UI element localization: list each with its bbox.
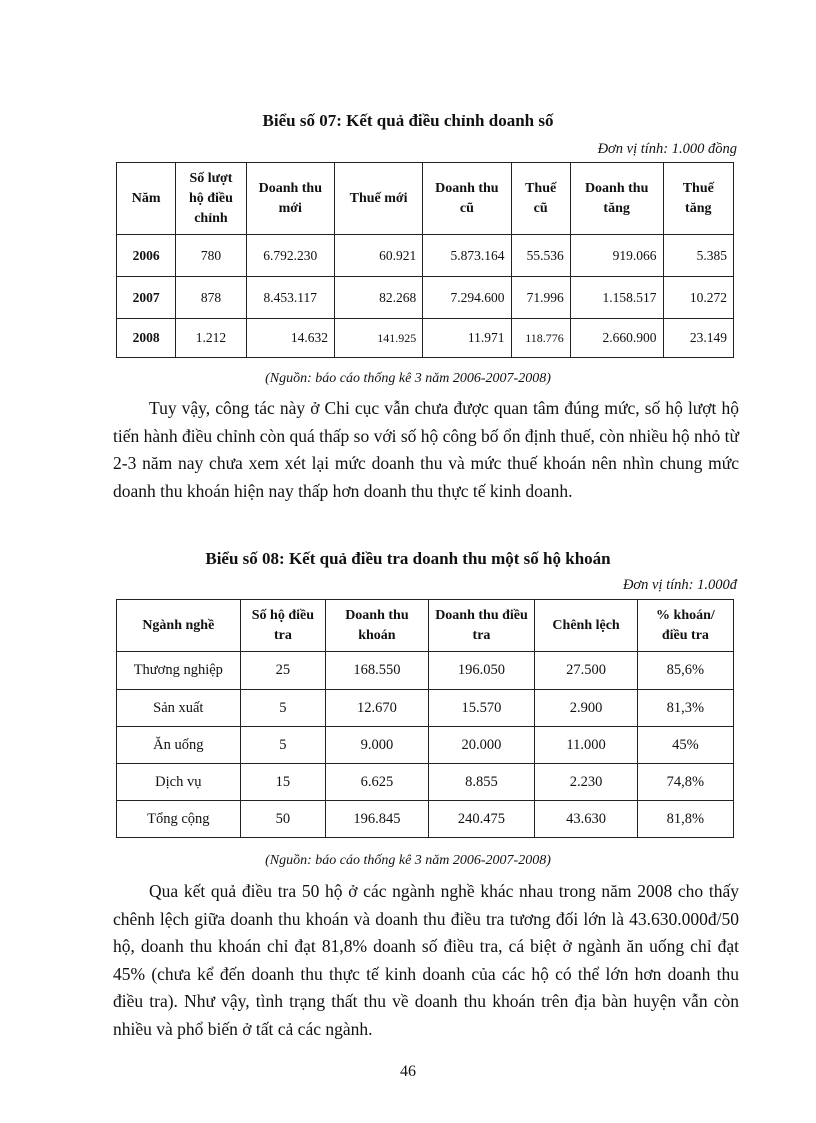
table-cell: 45% xyxy=(637,727,733,764)
table-row xyxy=(117,727,734,764)
table-cell: 240.475 xyxy=(428,801,535,838)
table-cell: Dịch vụ xyxy=(117,764,241,801)
table-cell: 82.268 xyxy=(334,277,422,319)
table-cell: 919.066 xyxy=(570,235,663,277)
table1-title: Biểu số 07: Kết quả điều chỉnh doanh số xyxy=(262,111,554,130)
table-cell: 5.385 xyxy=(663,235,733,277)
table-cell: 6.792.230 xyxy=(246,235,334,277)
paragraph-1 xyxy=(113,395,739,505)
table1-header: Thuế cũ xyxy=(511,163,570,235)
table-cell: 196.845 xyxy=(326,801,428,838)
table-cell: 2.660.900 xyxy=(570,319,663,358)
table-cell: 1.158.517 xyxy=(570,277,663,319)
table-cell: 55.536 xyxy=(511,235,570,277)
table1-header: Doanh thu tăng xyxy=(570,163,663,235)
table-cell: 50 xyxy=(240,801,326,838)
table1-unit: Đơn vị tính: 1.000 đồng xyxy=(597,141,737,157)
table-cell: 25 xyxy=(240,652,326,690)
table-cell: 141.925 xyxy=(334,319,422,358)
table-cell: 5.873.164 xyxy=(423,235,511,277)
table-cell: 15 xyxy=(240,764,326,801)
table-cell: 12.670 xyxy=(326,690,428,727)
table2-header: Doanh thu điều tra xyxy=(428,600,535,652)
table1-header: Doanh thu mới xyxy=(246,163,334,235)
paragraph-2 xyxy=(113,878,739,1043)
table-cell: 168.550 xyxy=(326,652,428,690)
table1-header: Thuế mới xyxy=(334,163,422,235)
table-cell: Sản xuất xyxy=(117,690,241,727)
table-cell: 2.900 xyxy=(535,690,637,727)
page-number: 46 xyxy=(400,1063,416,1080)
table-cell: 2006 xyxy=(117,235,176,277)
table-cell: 43.630 xyxy=(535,801,637,838)
table1-header: Số lượt hộ điều chỉnh xyxy=(176,163,246,235)
table-cell: 71.996 xyxy=(511,277,570,319)
table-cell: 11.000 xyxy=(535,727,637,764)
table-cell: 10.272 xyxy=(663,277,733,319)
table-cell: 6.625 xyxy=(326,764,428,801)
table-cell: 85,6% xyxy=(637,652,733,690)
table2-header-row xyxy=(117,600,734,652)
table-cell: 14.632 xyxy=(246,319,334,358)
table-cell: 8.855 xyxy=(428,764,535,801)
table-cell: 81,8% xyxy=(637,801,733,838)
table-cell: 2.230 xyxy=(535,764,637,801)
paragraph-2-text: Qua kết quả điều tra 50 hộ ở các ngành nghề khác nhau trong năm 2008 cho thấy chênh lệch giữa doanh thu khoán và doanh thu điều tra tương đối lớn là 43.630.000đ/50 hộ, doanh thu khoán chỉ đạt 81,8% doanh số điều tra, cá biệt ở ngành ăn uống chỉ đạt 45% (chưa kể đến doanh thu thực tế kinh doanh của các hộ có thể lớn hơn doanh thu điều tra). Như vậy, tình trạng thất thu về doanh thu khoán trên địa bàn huyện vẫn còn nhiều và phổ biến ở tất cả các ngành. xyxy=(113,881,739,1039)
table-row xyxy=(117,277,734,319)
table-cell: 7.294.600 xyxy=(423,277,511,319)
table-cell: 2008 xyxy=(117,319,176,358)
table2-header: Doanh thu khoán xyxy=(326,600,428,652)
table2-title: Biểu số 08: Kết quả điều tra doanh thu một số hộ khoán xyxy=(205,549,611,568)
table-cell: 81,3% xyxy=(637,690,733,727)
table1-header: Năm xyxy=(117,163,176,235)
table-cell: 118.776 xyxy=(511,319,570,358)
table1-source: (Nguồn: báo cáo thống kê 3 năm 2006-2007-2008) xyxy=(265,371,551,386)
table2 xyxy=(116,599,734,838)
table-cell: 2007 xyxy=(117,277,176,319)
table2-header: % khoán/ điều tra xyxy=(637,600,733,652)
table-cell: Tổng cộng xyxy=(117,801,241,838)
table-row xyxy=(117,801,734,838)
table-cell: 9.000 xyxy=(326,727,428,764)
table2-header: Ngành nghề xyxy=(117,600,241,652)
table-cell: 27.500 xyxy=(535,652,637,690)
table1-header: Thuế tăng xyxy=(663,163,733,235)
table-cell: 878 xyxy=(176,277,246,319)
table-cell: 15.570 xyxy=(428,690,535,727)
table1-header: Doanh thu cũ xyxy=(423,163,511,235)
table-cell: Thương nghiệp xyxy=(117,652,241,690)
table-cell: Ăn uống xyxy=(117,727,241,764)
table-cell: 5 xyxy=(240,690,326,727)
table-row xyxy=(117,235,734,277)
table1 xyxy=(116,162,734,358)
table-cell: 1.212 xyxy=(176,319,246,358)
table-cell: 74,8% xyxy=(637,764,733,801)
table-cell: 11.971 xyxy=(423,319,511,358)
table-cell: 780 xyxy=(176,235,246,277)
table2-header: Số hộ điều tra xyxy=(240,600,326,652)
table-row xyxy=(117,319,734,358)
table2-source: (Nguồn: báo cáo thống kê 3 năm 2006-2007-2008) xyxy=(265,853,551,868)
table2-header: Chênh lệch xyxy=(535,600,637,652)
paragraph-1-text: Tuy vậy, công tác này ở Chi cục vẫn chưa được quan tâm đúng mức, số hộ lượt hộ tiến hành điều chỉnh còn quá thấp so với số hộ công bố ổn định thuế, còn nhiều hộ nhỏ từ 2-3 năm nay chưa xem xét lại mức doanh thu và mức thuế khoán nên nhìn chung mức doanh thu khoán hiện nay thấp hơn doanh thu thực tế kinh doanh. xyxy=(113,398,739,501)
table-cell: 23.149 xyxy=(663,319,733,358)
table2-unit: Đơn vị tính: 1.000đ xyxy=(622,577,737,593)
table-row xyxy=(117,652,734,690)
table-cell: 60.921 xyxy=(334,235,422,277)
table-cell: 20.000 xyxy=(428,727,535,764)
table-row xyxy=(117,764,734,801)
table-row xyxy=(117,690,734,727)
table-cell: 196.050 xyxy=(428,652,535,690)
table-cell: 5 xyxy=(240,727,326,764)
table1-header-row xyxy=(117,163,734,235)
table-cell: 8.453.117 xyxy=(246,277,334,319)
